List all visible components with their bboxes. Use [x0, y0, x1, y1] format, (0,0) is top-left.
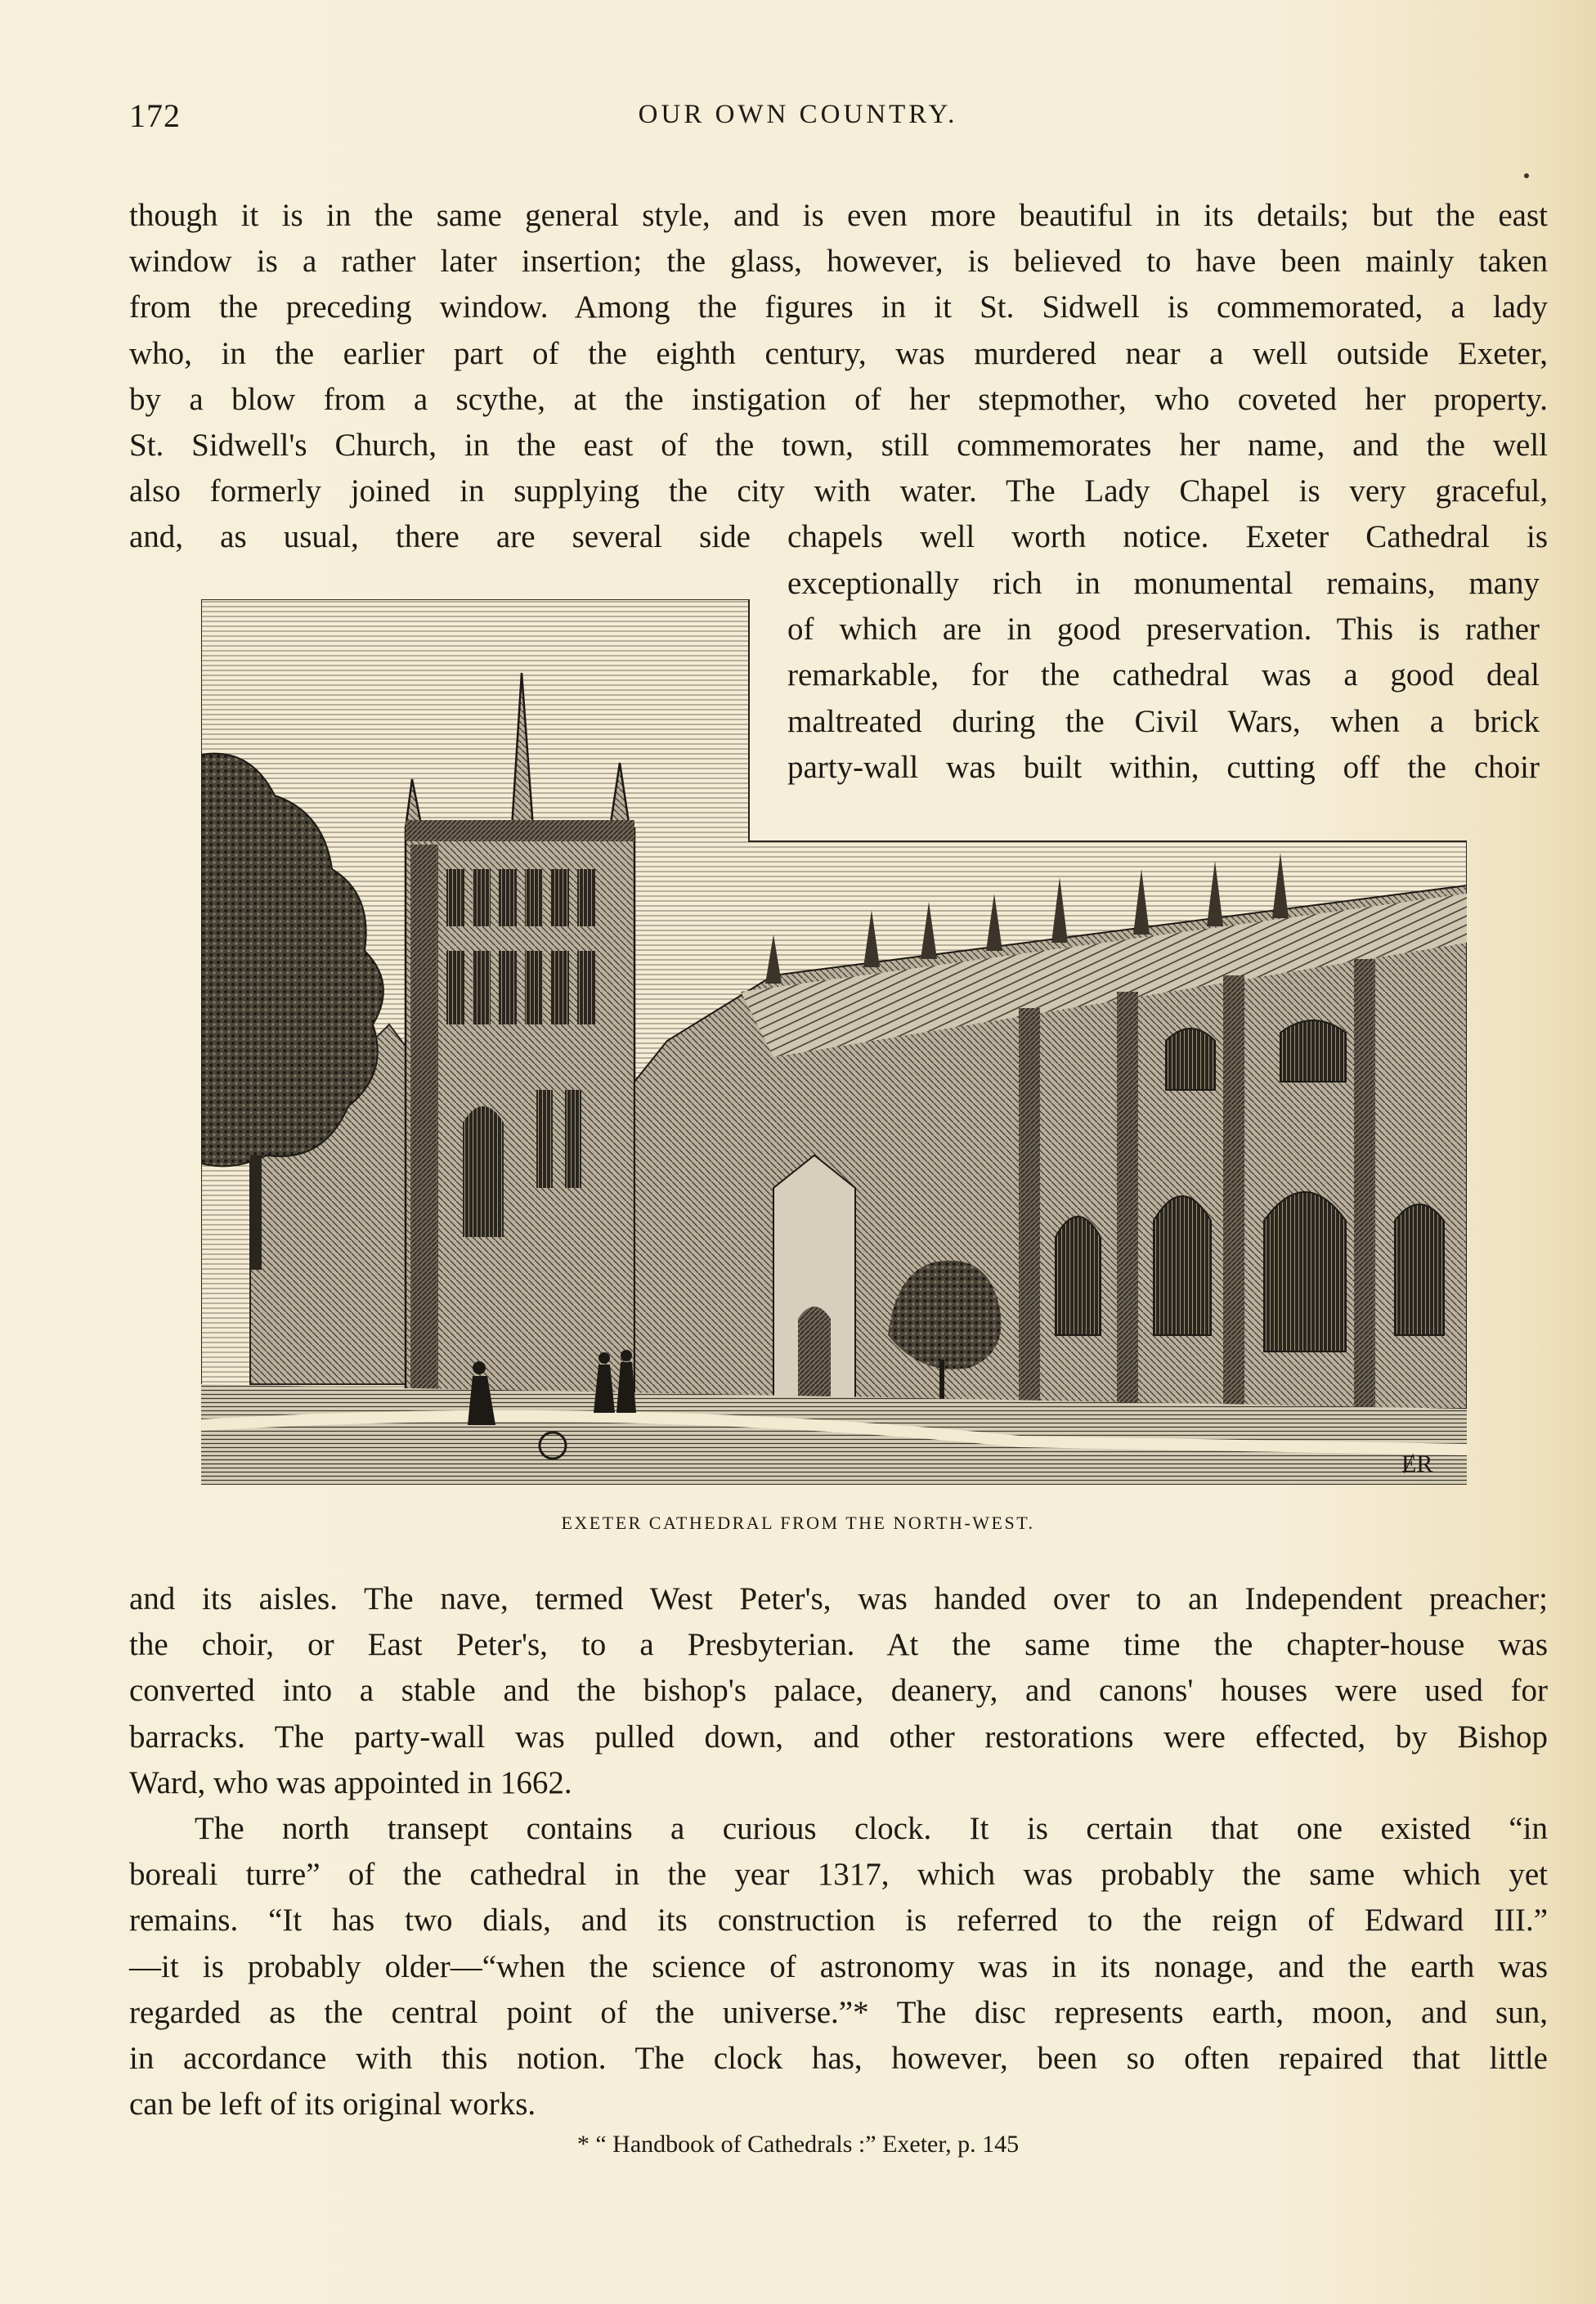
page-number: 172 [129, 97, 181, 134]
text-line: St. Sidwell's Church, in the east of the town, still commemorates her name, and the well [129, 427, 1548, 463]
illustration-caption: EXETER CATHEDRAL FROM THE NORTH-WEST. [561, 1513, 1035, 1533]
text-line: who, in the earlier part of the eighth century, was murdered near a well outside Exeter, [129, 335, 1548, 371]
text-line: also formerly joined in supplying the city with water. The Lady Chapel is very graceful, [129, 473, 1548, 509]
text-line: by a blow from a scythe, at the instigation of her stepmother, who coveted her property. [129, 381, 1548, 417]
text-line: —it is probably older—“when the science of astronomy was in its nonage, and the earth was [129, 1948, 1548, 1984]
text-line: of which are in good preservation. This is rather [787, 612, 1540, 648]
paragraph-1 [129, 193, 1548, 561]
text-line: converted into a stable and the bishop's palace, deanery, and canons' houses were used for [129, 1673, 1548, 1709]
text-line: window is a rather later insertion; the glass, however, is believed to have been mainly taken [129, 244, 1548, 280]
paragraph-3 [129, 1806, 1548, 2127]
text-line: though it is in the same general style, and is even more beautiful in its details; but the east [129, 198, 1548, 233]
text-line: remarkable, for the cathedral was a good deal [787, 657, 1540, 693]
running-title: OUR OWN COUNTRY. [638, 100, 958, 129]
text-line: party-wall was built within, cutting off the choir [787, 749, 1540, 785]
engraver-monogram: ɆR [1401, 1450, 1433, 1477]
text-line: maltreated during the Civil Wars, when a brick [787, 703, 1540, 739]
text-line: barracks. The party-wall was pulled down, and other restorations were effected, by Bishop [129, 1719, 1548, 1755]
text-line: Ward, who was appointed in 1662. [129, 1764, 572, 1800]
text-line: boreali turre” of the cathedral in the year 1317, which was probably the same which yet [129, 1857, 1548, 1893]
text-line: the choir, or East Peter's, to a Presbyterian. At the same time the chapter-house was [129, 1627, 1548, 1663]
page-header [0, 96, 1596, 146]
paragraph-2 [129, 1576, 1548, 1806]
text-line: can be left of its original works. [129, 2087, 536, 2122]
text-line: The north transept contains a curious clock. It is certain that one existed “in [195, 1811, 1548, 1846]
margin-mark [1524, 173, 1529, 178]
text-line: in accordance with this notion. The clock has, however, been so often repaired that little [129, 2040, 1548, 2076]
text-line: regarded as the central point of the universe.”* The disc represents earth, moon, and sun, [129, 1994, 1548, 2030]
text-line: remains. “It has two dials, and its construction is referred to the reign of Edward III.” [129, 1903, 1548, 1939]
text-line: exceptionally rich in monumental remains, many [787, 566, 1540, 601]
text-line: from the preceding window. Among the figures in it St. Sidwell is commemorated, a lady [129, 289, 1548, 325]
cathedral-engraving [201, 599, 1467, 1485]
footnote: * “ Handbook of Cathedrals :” Exeter, p. 145 [576, 2131, 1020, 2158]
text-line: and its aisles. The nave, termed West Peter's, was handed over to an Independent preacher; [129, 1581, 1548, 1616]
text-line: and, as usual, there are several side chapels well worth notice. Exeter Cathedral is [129, 519, 1548, 555]
